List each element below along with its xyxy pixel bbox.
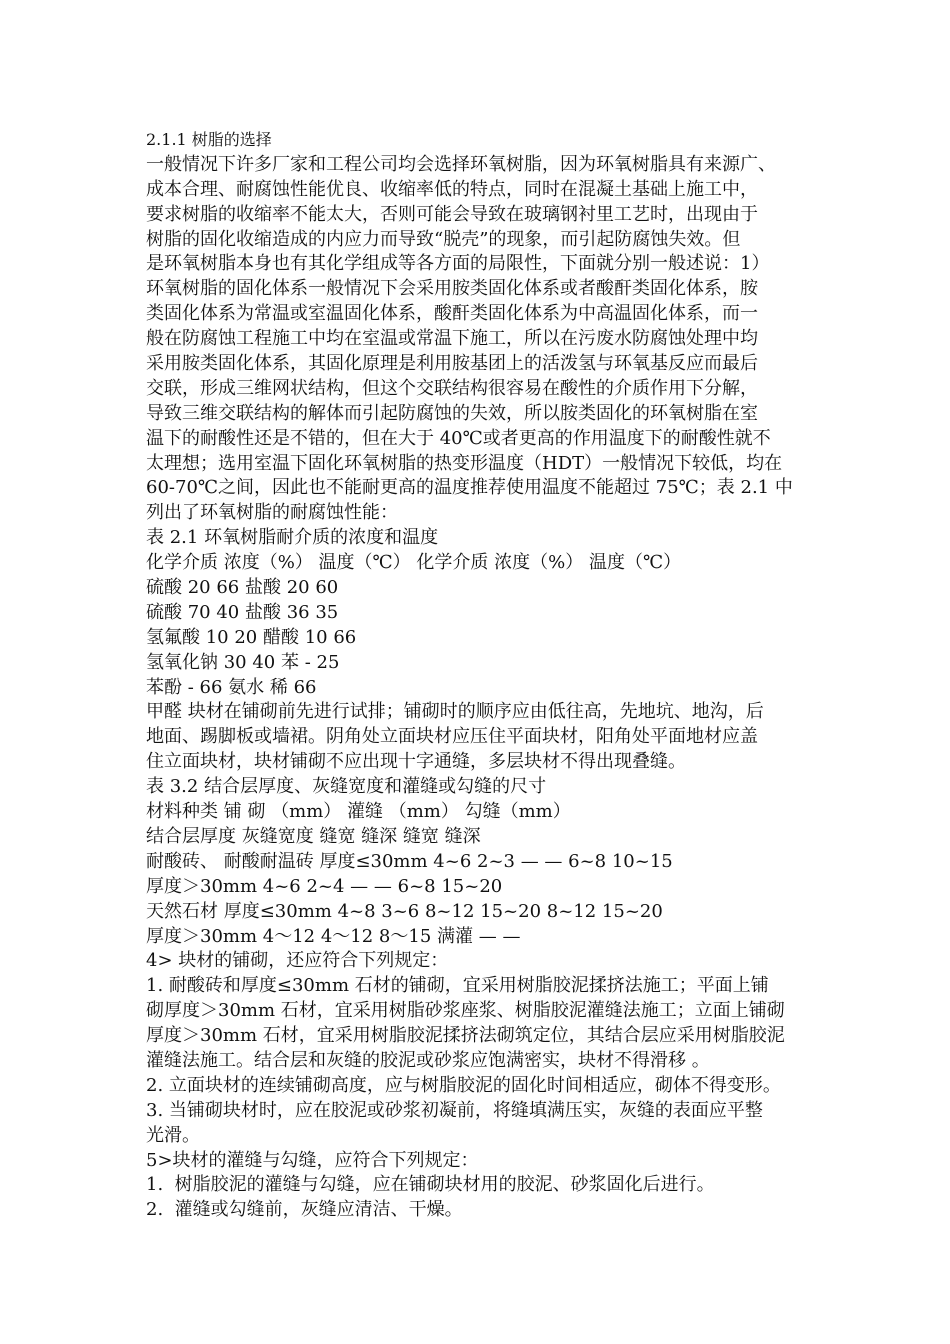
- table-row: 耐酸砖、 耐酸耐温砖 厚度≤30mm 4~6 2~3 — — 6~8 10~15: [146, 850, 673, 872]
- list-item-line: 2. 灌缝或勾缝前，灰缝应清洁、干燥。: [146, 1199, 463, 1221]
- list-item-line: 2. 立面块材的连续铺砌高度，应与树脂胶泥的固化时间相适应，砌体不得变形。: [146, 1074, 781, 1096]
- paragraph-line: 类固化体系为常温或室温固化体系，酸酐类固化体系为中高温固化体系，而一: [146, 303, 758, 325]
- paragraph-line: 列出了环氧树脂的耐腐蚀性能：: [146, 502, 398, 524]
- paragraph-line: 要求树脂的收缩率不能太大，否则可能会导致在玻璃钢衬里工艺时，出现由于: [146, 203, 758, 225]
- list-item-line: 3. 当铺砌块材时，应在胶泥或砂浆初凝前，将缝填满压实，灰缝的表面应平整: [146, 1099, 763, 1121]
- list-item-line: 1. 耐酸砖和厚度≤30mm 石材的铺砌，宜采用树脂胶泥揉挤法施工；平面上铺: [146, 975, 769, 997]
- paragraph-line: 是环氧树脂本身也有其化学组成等各方面的局限性，下面就分别一般述说：1）: [146, 253, 770, 275]
- list-item-line: 灌缝法施工。结合层和灰缝的胶泥或砂浆应饱满密实，块材不得滑移 。: [146, 1049, 710, 1071]
- paragraph-line: 一般情况下许多厂家和工程公司均会选择环氧树脂，因为环氧树脂具有来源广、: [146, 153, 776, 175]
- paragraph-line: 住立面块材，块材铺砌不应出现十字通缝，多层块材不得出现叠缝。: [146, 751, 686, 773]
- table-header-row: 化学介质 浓度（%） 温度（℃） 化学介质 浓度（%） 温度（℃）: [146, 552, 682, 574]
- paragraph-line: 甲醛 块材在铺砌前先进行试排；铺砌时的顺序应由低往高，先地坑、地沟，后: [146, 701, 764, 723]
- table-row: 氢氟酸 10 20 醋酸 10 66: [146, 626, 357, 648]
- section-heading: 2.1.1 树脂的选择: [146, 130, 272, 149]
- table-caption: 表 2.1 环氧树脂耐介质的浓度和温度: [146, 527, 439, 549]
- paragraph-line: 般在防腐蚀工程施工中均在室温或常温下施工，所以在污废水防腐蚀处理中均: [146, 328, 758, 350]
- table-header-row: 结合层厚度 灰缝宽度 缝宽 缝深 缝宽 缝深: [146, 825, 481, 847]
- paragraph-line: 成本合理、耐腐蚀性能优良、收缩率低的特点，同时在混凝土基础上施工中，: [146, 178, 758, 200]
- paragraph-line: 树脂的固化收缩造成的内应力而导致“脱壳”的现象，而引起防腐蚀失效。但: [146, 228, 741, 250]
- table-row: 氢氧化钠 30 40 苯 - 25: [146, 651, 340, 673]
- list-item-line: 厚度＞30mm 石材，宜采用树脂胶泥揉挤法砌筑定位，其结合层应采用树脂胶泥: [146, 1025, 785, 1047]
- paragraph-line: 采用胺类固化体系，其固化原理是利用胺基团上的活泼氢与环氧基反应而最后: [146, 353, 758, 375]
- list-heading: 4> 块材的铺砌，还应符合下列规定：: [146, 950, 449, 972]
- paragraph-line: 地面、踢脚板或墙裙。阴角处立面块材应压住平面块材，阳角处平面地材应盖: [146, 726, 758, 748]
- table-row: 苯酚 - 66 氨水 稀 66: [146, 676, 317, 698]
- table-header-row: 材料种类 铺 砌 （mm） 灌缝 （mm） 勾缝（mm）: [146, 801, 571, 823]
- table-row: 厚度＞30mm 4～12 4～12 8～15 满灌 — —: [146, 925, 521, 947]
- paragraph-line: 温下的耐酸性还是不错的，但在大于 40℃或者更高的作用温度下的耐酸性就不: [146, 427, 771, 449]
- table-row: 硫酸 70 40 盐酸 36 35: [146, 601, 339, 623]
- paragraph-line: 导致三维交联结构的解体而引起防腐蚀的失效，所以胺类固化的环氧树脂在室: [146, 402, 758, 424]
- paragraph-line: 60-70℃之间，因此也不能耐更高的温度推荐使用温度不能超过 75℃；表 2.1 中: [146, 477, 793, 499]
- list-heading: 5>块材的灌缝与勾缝，应符合下列规定：: [146, 1149, 479, 1171]
- list-item-line: 砌厚度＞30mm 石材，宜采用树脂砂浆座浆、树脂胶泥灌缝法施工；立面上铺砌: [146, 1000, 785, 1022]
- list-item-line: 光滑。: [146, 1124, 200, 1146]
- paragraph-line: 太理想；选用室温下固化环氧树脂的热变形温度（HDT）一般情况下较低，均在: [146, 452, 783, 474]
- table-row: 厚度＞30mm 4~6 2~4 — — 6~8 15~20: [146, 875, 503, 897]
- table-row: 天然石材 厚度≤30mm 4~8 3~6 8~12 15~20 8~12 15~20: [146, 900, 663, 922]
- document-body: [146, 128, 826, 1223]
- list-item-line: 1. 树脂胶泥的灌缝与勾缝，应在铺砌块材用的胶泥、砂浆固化后进行。: [146, 1174, 715, 1196]
- paragraph-line: 交联，形成三维网状结构，但这个交联结构很容易在酸性的介质作用下分解，: [146, 377, 758, 399]
- table-row: 硫酸 20 66 盐酸 20 60: [146, 577, 339, 599]
- paragraph-line: 环氧树脂的固化体系一般情况下会采用胺类固化体系或者酸酐类固化体系，胺: [146, 278, 758, 300]
- table-caption: 表 3.2 结合层厚度、灰缝宽度和灌缝或勾缝的尺寸: [146, 776, 547, 798]
